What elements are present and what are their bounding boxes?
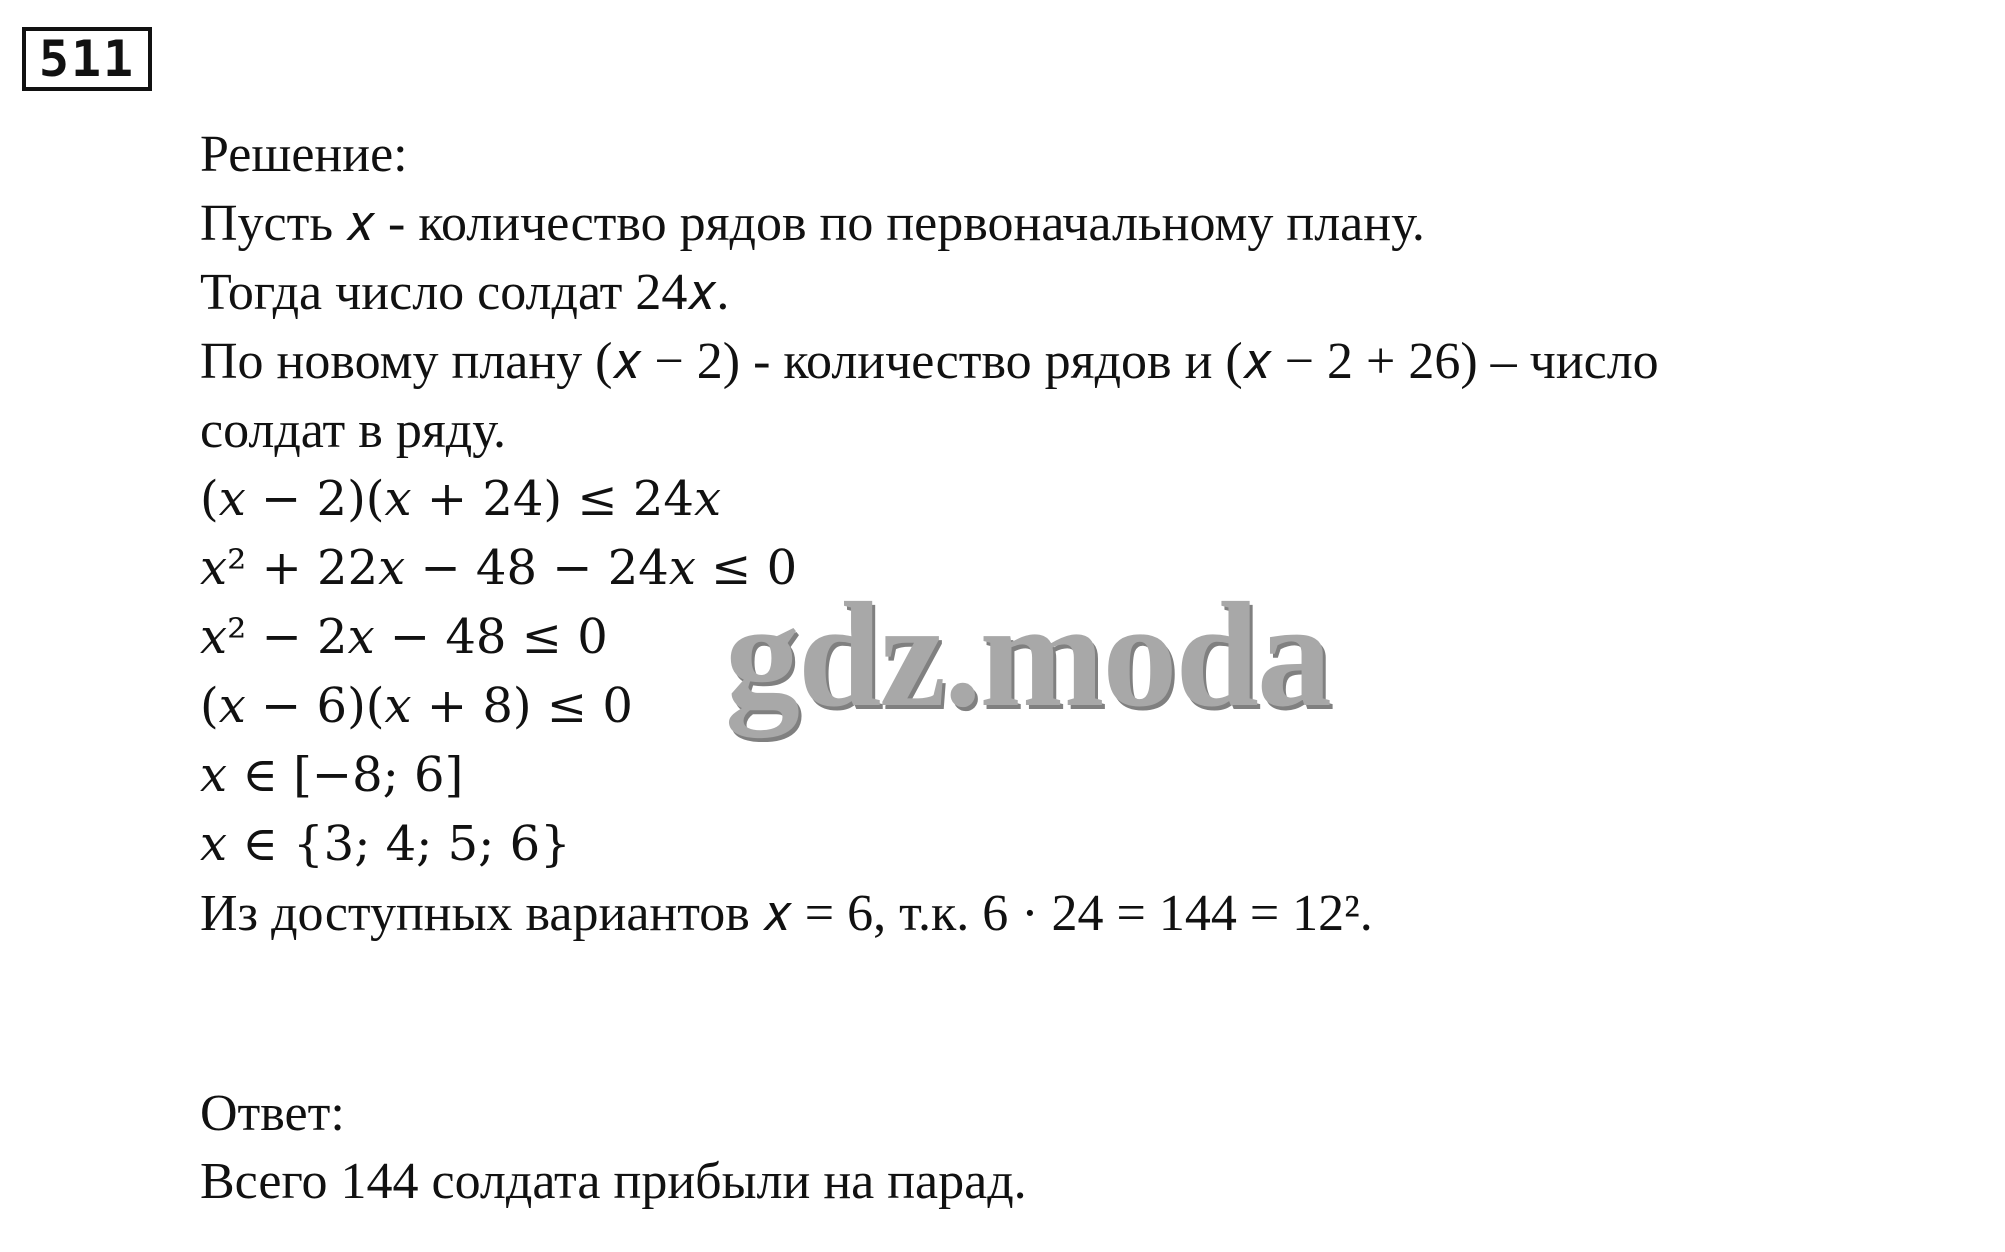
watermark-logo: gdz.moda bbox=[725, 572, 1330, 738]
problem-number-box: 511 bbox=[22, 27, 152, 91]
solution-conclusion: Из доступных вариантов 𝑥 = 6, т.к. 6 · 24 = 144 = 12². bbox=[200, 885, 1373, 942]
equation-line: 𝑥² − 2𝑥 − 48 ≤ 0 bbox=[200, 609, 608, 665]
equation-line: (𝑥 − 2)(𝑥 + 24) ≤ 24𝑥 bbox=[200, 471, 722, 527]
solution-heading: Решение: bbox=[200, 126, 408, 183]
answer-block bbox=[200, 1080, 1960, 1216]
solution-line: Тогда число солдат 24𝑥. bbox=[200, 264, 730, 321]
solution-line: солдат в ряду. bbox=[200, 402, 506, 459]
solution-line: Пусть 𝑥 - количество рядов по первоначальному плану. bbox=[200, 195, 1425, 252]
equation-line: 𝑥 ∈ [−8; 6] bbox=[200, 747, 464, 803]
solution-line: По новому плану (𝑥 − 2) - количество рядов и (𝑥 − 2 + 26) – число bbox=[200, 333, 1659, 390]
equation-line: (𝑥 − 6)(𝑥 + 8) ≤ 0 bbox=[200, 678, 633, 734]
equation-line: 𝑥 ∈ {3; 4; 5; 6} bbox=[200, 816, 571, 872]
answer-text: Всего 144 солдата прибыли на парад. bbox=[200, 1153, 1027, 1210]
answer-label: Ответ: bbox=[200, 1085, 345, 1142]
equation-line: 𝑥² + 22𝑥 − 48 − 24𝑥 ≤ 0 bbox=[200, 540, 798, 596]
solution-block bbox=[200, 120, 1960, 948]
